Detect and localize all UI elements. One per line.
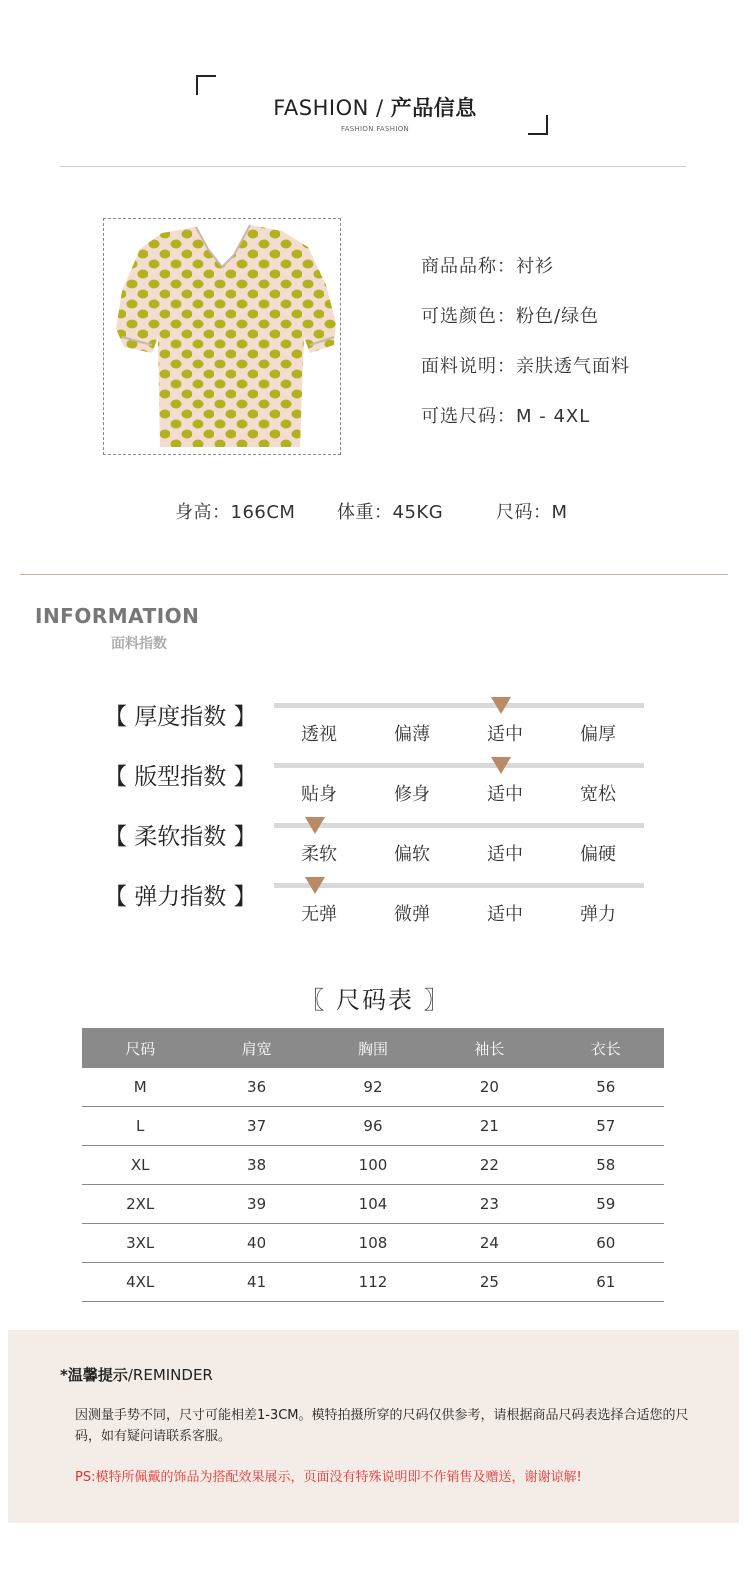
index-label: 【 弹力指数 】: [104, 884, 257, 910]
index-option: 偏薄: [394, 724, 430, 745]
section-divider: [20, 574, 728, 575]
index-option: 偏厚: [580, 724, 616, 745]
model-height: 身高：166CM: [175, 502, 296, 523]
table-cell: 56: [548, 1068, 664, 1107]
table-cell: 58: [548, 1146, 664, 1185]
table-cell: 92: [315, 1068, 431, 1107]
index-option: 修身: [394, 784, 430, 805]
index-marker-icon: [305, 817, 325, 834]
table-cell: 39: [198, 1185, 314, 1224]
table-cell: 37: [198, 1107, 314, 1146]
table-cell: 96: [315, 1107, 431, 1146]
reminder-ps: PS:模特所佩戴的饰品为搭配效果展示，页面没有特殊说明即不作销售及赠送，谢谢谅解!: [75, 1470, 582, 1485]
size-table-body: [82, 1068, 664, 1302]
table-cell: 3XL: [82, 1224, 198, 1263]
table-cell: 60: [548, 1224, 664, 1263]
table-cell: 23: [431, 1185, 547, 1224]
title-en: FASHION: [273, 96, 369, 120]
table-row: [82, 1224, 664, 1263]
information-title: INFORMATION: [35, 604, 200, 628]
reminder-title: [60, 1364, 213, 1385]
table-cell: 61: [548, 1263, 664, 1302]
index-option: 适中: [487, 784, 523, 805]
table-header-cell: 胸围: [315, 1028, 431, 1068]
info-colors: 可选颜色：粉色/绿色: [421, 306, 600, 327]
table-header-cell: 衣长: [548, 1028, 664, 1068]
title-cn: 产品信息: [390, 96, 477, 120]
table-row: [82, 1185, 664, 1224]
index-bar: [274, 883, 644, 888]
table-cell: 24: [431, 1224, 547, 1263]
size-table-title: 〖 尺码表 〗: [300, 986, 450, 1014]
table-cell: 4XL: [82, 1263, 198, 1302]
index-marker-icon: [491, 757, 511, 774]
table-cell: 57: [548, 1107, 664, 1146]
index-marker-icon: [305, 877, 325, 894]
shirt-illustration: [104, 219, 340, 454]
reminder-title-cn: *温馨提示: [60, 1366, 128, 1384]
index-option: 适中: [487, 904, 523, 925]
table-cell: 2XL: [82, 1185, 198, 1224]
info-fabric: 面料说明：亲肤透气面料: [421, 356, 630, 377]
table-header-cell: 袖长: [431, 1028, 547, 1068]
table-cell: 104: [315, 1185, 431, 1224]
table-cell: 108: [315, 1224, 431, 1263]
table-cell: 112: [315, 1263, 431, 1302]
index-bar: [274, 823, 644, 828]
index-option: 柔软: [301, 844, 337, 865]
table-cell: 59: [548, 1185, 664, 1224]
index-option: 适中: [487, 844, 523, 865]
index-bar: [274, 763, 644, 768]
info-product-name: 商品品称：衬衫: [421, 256, 554, 277]
index-option: 弹力: [580, 904, 616, 925]
product-image: [103, 218, 341, 455]
reminder-text: 因测量手势不同，尺寸可能相差1-3CM。模特拍摄所穿的尺码仅供参考，请根据商品尺码表选择合适您的尺码，如有疑问请联系客服。: [75, 1408, 689, 1444]
table-header-cell: 肩宽: [198, 1028, 314, 1068]
table-cell: 100: [315, 1146, 431, 1185]
information-subtitle: 面料指数: [111, 636, 167, 652]
title-separator: /: [376, 96, 384, 120]
table-cell: 38: [198, 1146, 314, 1185]
header-divider: [60, 166, 686, 167]
table-cell: 21: [431, 1107, 547, 1146]
table-row: [82, 1107, 664, 1146]
index-bar: [274, 703, 644, 708]
table-row: [82, 1263, 664, 1302]
page-title: [0, 92, 750, 122]
table-cell: XL: [82, 1146, 198, 1185]
info-sizes: 可选尺码：M - 4XL: [421, 406, 591, 427]
index-option: 适中: [487, 724, 523, 745]
page-subtitle: FASHION FASHION: [340, 125, 410, 133]
index-label: 【 厚度指数 】: [104, 704, 257, 730]
model-size: 尺码：M: [496, 502, 568, 523]
reminder-title-en: /REMINDER: [127, 1366, 213, 1384]
size-table-header: [82, 1028, 664, 1068]
table-cell: L: [82, 1107, 198, 1146]
model-weight: 体重：45KG: [337, 502, 444, 523]
table-header-cell: 尺码: [82, 1028, 198, 1068]
table-cell: 40: [198, 1224, 314, 1263]
table-row: [82, 1068, 664, 1107]
index-option: 宽松: [580, 784, 616, 805]
index-label: 【 版型指数 】: [104, 764, 257, 790]
table-cell: 20: [431, 1068, 547, 1107]
index-option: 偏软: [394, 844, 430, 865]
table-cell: 41: [198, 1263, 314, 1302]
index-option: 贴身: [301, 784, 337, 805]
index-marker-icon: [491, 697, 511, 714]
table-row: [82, 1146, 664, 1185]
size-table: [82, 1028, 664, 1302]
table-cell: 36: [198, 1068, 314, 1107]
index-option: 透视: [301, 724, 337, 745]
table-cell: 25: [431, 1263, 547, 1302]
index-option: 偏硬: [580, 844, 616, 865]
index-option: 无弹: [301, 904, 337, 925]
table-cell: M: [82, 1068, 198, 1107]
index-label: 【 柔软指数 】: [104, 824, 257, 850]
index-option: 微弹: [394, 904, 430, 925]
table-cell: 22: [431, 1146, 547, 1185]
